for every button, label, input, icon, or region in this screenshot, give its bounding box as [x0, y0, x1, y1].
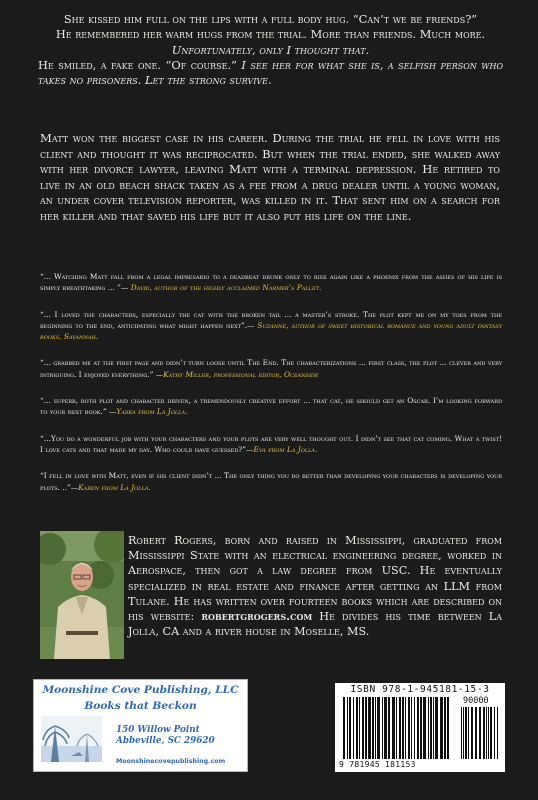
book-blurb: Matt won the biggest case in his career. During the trial he fell in love with his client and thought it was reciprocated. But when the trial ended, she walked away with her divorce lawyer, leaving Matt with a terminal depression. He retired to live in an old beach shack taken as a fee from a drug dealer until a young woman, an under cover television reporter, was killed in it. That sent him on a search for her killer and that saved his life but it also put his life on the line.: [40, 131, 500, 223]
review-credit: Suzanne, author of sweet historical romance and young adult fantasy books, Savannah.: [40, 320, 502, 342]
review-credit: Eva from La Jolla.: [253, 444, 318, 454]
barcode-bar: [375, 697, 376, 759]
barcode-bar: [402, 697, 404, 759]
barcode-bar: [411, 697, 412, 759]
review-item: [40, 271, 502, 294]
barcode-bar: [368, 697, 371, 759]
barcode-bar: [423, 697, 426, 759]
barcode-number: 9 781945 181153: [339, 760, 416, 769]
publisher-address-line2: Abbeville, SC 29620: [116, 736, 215, 746]
intro-line-1: She kissed him full on the lips with a full body hug. “Can’t we be friends?”: [63, 12, 478, 26]
review-text: “... grabbed me at the first page and didn’t turn loose until The End. The characterizations ... first class, the plot ... clever and very intriguing. I enjoyed everything.” —: [40, 358, 502, 379]
barcode-bar: [408, 697, 410, 759]
barcode-bar: [343, 697, 345, 759]
review-credit: Kathy Miller, professional editor, Oceanside: [163, 369, 319, 379]
barcode-bar: [347, 697, 348, 759]
review-item: [40, 309, 502, 343]
review-item: [40, 433, 502, 456]
review-credit: Yarka from La Jolla.: [116, 407, 188, 417]
barcode-bar: [349, 697, 351, 759]
barcode-addon-bar: [475, 707, 477, 759]
barcode-addon: 90000: [463, 696, 489, 706]
barcode-bar: [447, 697, 449, 759]
publisher-tagline: Books that Beckon: [84, 700, 197, 712]
intro-line-4: [38, 58, 503, 89]
author-photo: [40, 531, 124, 659]
publisher-name: Moonshine Cove Publishing, LLC: [42, 684, 239, 696]
review-text: “... Watching Matt fall from a legal impresario to a deadbeat drunk only to rise again like a phoenix from the ashes of his life is simply breathtaking ... ”—: [40, 272, 502, 293]
barcode-addon-bar: [468, 707, 469, 759]
barcode-addon-bar: [461, 707, 462, 759]
barcode-bar: [433, 697, 434, 759]
barcode-bar: [430, 697, 432, 759]
bio-text: Robert Rogers, born and raised in Mississippi, graduated from Mississippi State with an electrical engineering degree, worked in Aerospace, then got a law degree from USC. He eventually specialized in real estate and finance after getting an LLM from Tulane. He has written over fourteen books which are described on his website:: [128, 534, 502, 624]
intro-line-4b: I see her for what she is, a selfish person who takes no prisoners. Let the strong survive.: [38, 57, 504, 88]
review-list: [40, 271, 502, 508]
review-item: [40, 470, 502, 493]
review-credit: Karen from La Jolla.: [78, 482, 151, 492]
intro-line-3: Unfortunately, only I thought that.: [171, 42, 370, 57]
barcode-addon-bar: [494, 707, 495, 759]
barcode-bar: [435, 697, 438, 759]
review-text: “... superb, both plot and character driven, a tremendously creative effort ... that cat, he should get an Oscar. I’m looking forward to your next book.” —: [40, 396, 502, 417]
publisher-website-link[interactable]: Moonshinecovepublishing.com: [116, 758, 226, 765]
isbn-label: ISBN 978-1-945181-15-3: [350, 684, 490, 695]
barcode-bar: [353, 697, 354, 759]
barcode-bar: [377, 697, 380, 759]
barcode-bar: [382, 697, 383, 759]
barcode-bar: [356, 697, 358, 759]
barcode-addon-bar: [465, 707, 467, 759]
publisher-box: [33, 679, 248, 772]
bio-text-end: He divides his time between La Jolla, CA and a river house in Moselle, MS.: [128, 610, 502, 639]
barcode-bar: [359, 697, 360, 759]
barcode-addon-bar: [463, 707, 464, 759]
barcode-bar: [384, 697, 387, 759]
intro-line-2: He remembered her warm hugs from the trial. More than friends. Much more.: [55, 27, 486, 42]
barcode-bar: [396, 697, 397, 759]
intro-line-4a: He smiled, a fake one. “Of course.”: [38, 57, 237, 72]
review-text: “...You do a wonderful job with your characters and your plots are very well thought out. I didn’t see that cat coming. What a twist! I love cats and that made my day. Who could have guessed?”—: [40, 433, 502, 454]
publisher-address: [116, 725, 215, 747]
barcode-addon-bar: [497, 707, 498, 759]
barcode-addon-bar: [479, 707, 481, 759]
barcode-bar: [399, 697, 401, 759]
review-item: [40, 395, 502, 418]
barcode-bar: [392, 697, 395, 759]
publisher-address-line1: 150 Willow Point: [116, 725, 200, 735]
barcode-bar: [388, 697, 390, 759]
barcode-bar: [365, 697, 367, 759]
barcode-addon-bar: [483, 707, 485, 759]
author-bio: [128, 533, 502, 639]
review-text: “... I loved the characters, especially the cat with the broken tail ... a master’s stroke. The plot kept me on my toes from the beginning to the end, anticipating what might happen next”.—: [40, 309, 502, 330]
barcode-addon-bar: [471, 707, 473, 759]
barcode-bar: [372, 697, 374, 759]
barcode-addon-bar: [486, 707, 487, 759]
intro-passage: [38, 12, 503, 88]
review-text: “I fell in love with Matt, even if his client didn’t ... The only thing you do better than developing your characters is developing your plots. ..”—: [40, 471, 502, 492]
barcode-bar: [405, 697, 406, 759]
author-website-link[interactable]: robertgrogers.com: [201, 609, 313, 624]
barcode-addon-bar: [488, 707, 489, 759]
barcode-bar: [362, 697, 364, 759]
barcode-bar: [420, 697, 422, 759]
isbn-barcode: [335, 683, 505, 772]
barcode-bar: [428, 697, 429, 759]
barcode-bar: [417, 697, 419, 759]
barcode-bar: [444, 697, 446, 759]
barcode-bar: [414, 697, 415, 759]
review-credit: David, author of the highly acclaimed Narmer’s Pallet.: [130, 283, 322, 293]
publisher-logo: [41, 716, 102, 762]
barcode-bar: [440, 697, 443, 759]
review-item: [40, 357, 502, 380]
barcode-addon-bar: [490, 707, 492, 759]
